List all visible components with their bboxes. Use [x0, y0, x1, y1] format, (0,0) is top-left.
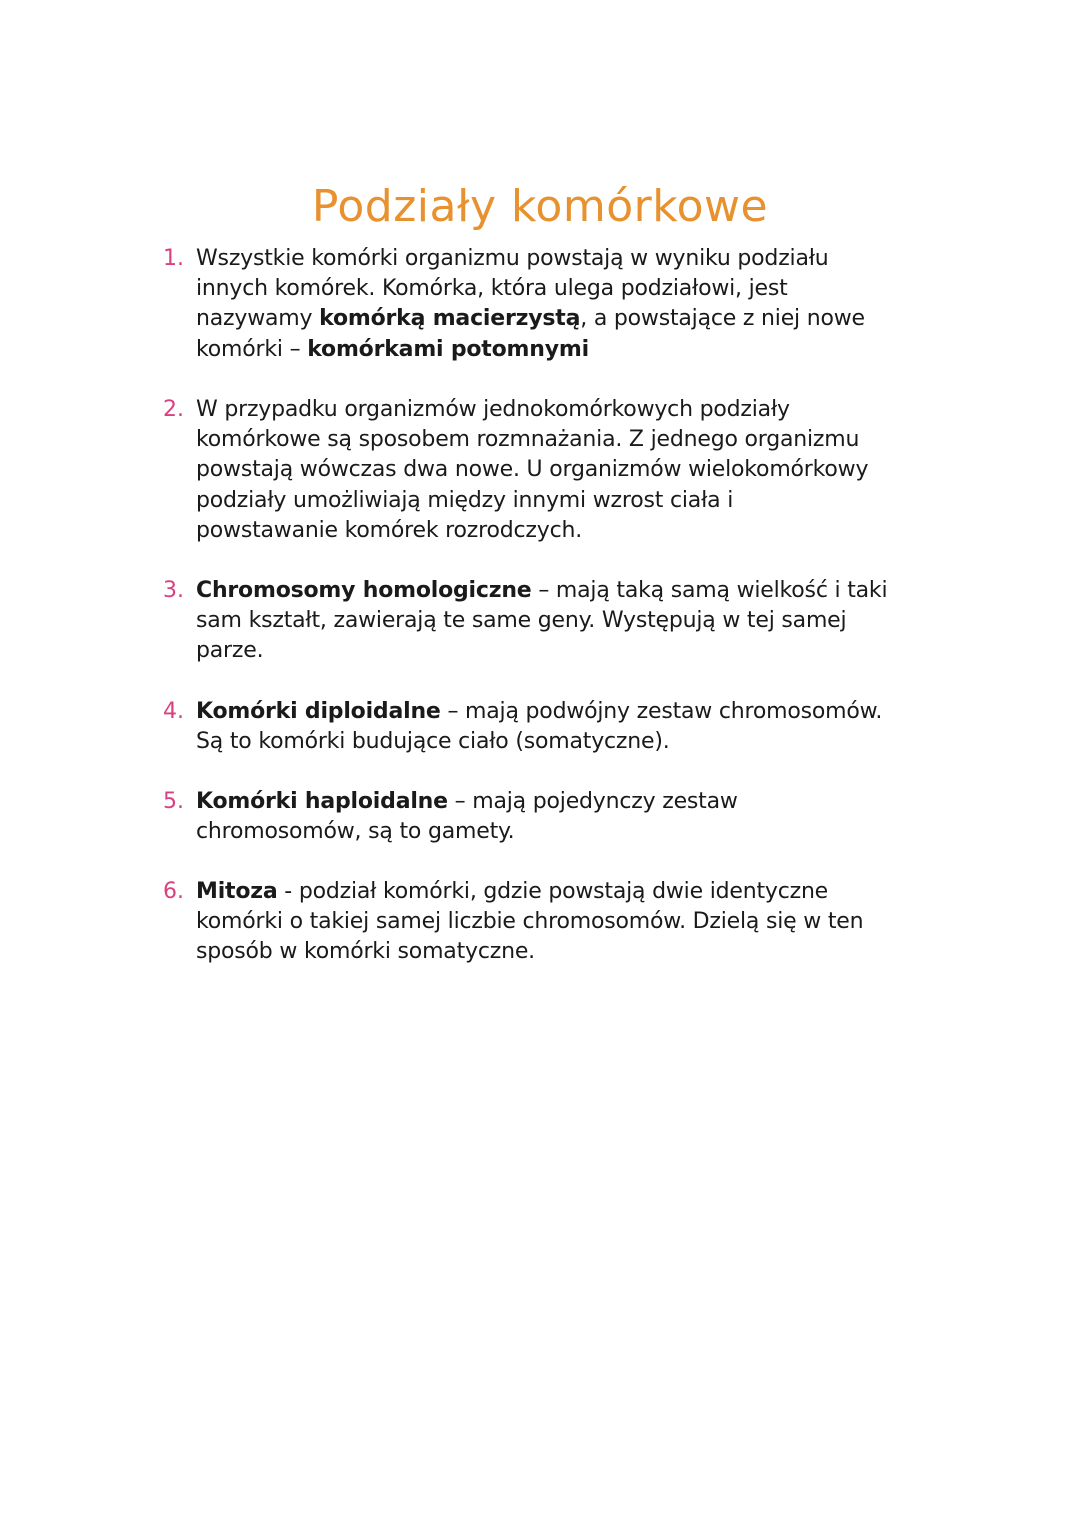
bold-term: komórkami potomnymi	[307, 336, 589, 362]
text-line	[196, 576, 887, 606]
text-line	[196, 425, 868, 455]
text-line	[196, 697, 882, 727]
text-line	[196, 877, 863, 907]
text-segment: Są to komórki budujące ciało (somatyczne).	[196, 729, 670, 755]
text-line	[196, 395, 868, 425]
bold-term: Chromosomy homologiczne	[196, 578, 532, 603]
text-segment: powstają wówczas dwa nowe. U organizmów wielokomórkowy	[196, 457, 869, 483]
text-line	[196, 606, 887, 636]
bold-term: Mitoza	[196, 879, 278, 904]
item-text	[196, 697, 882, 757]
text-segment: komórki o takiej samej liczbie chromosomów. Dzielą się w ten	[196, 909, 864, 935]
text-segment: komórki –	[196, 336, 308, 362]
text-line	[196, 787, 738, 817]
text-segment: innych komórek. Komórka, która ulega podziałowi, jest	[196, 276, 788, 302]
text-line	[196, 907, 863, 937]
text-segment: parze.	[196, 638, 264, 664]
list-number: 4.	[163, 699, 184, 724]
text-segment: komórkowe są sposobem rozmnażania. Z jednego organizmu	[196, 427, 860, 453]
list-number: 5.	[163, 789, 184, 814]
text-segment: nazywamy	[196, 306, 320, 332]
bold-term: Komórki diploidalne	[196, 699, 441, 724]
text-segment: – mają taką samą wielkość i taki	[531, 578, 888, 603]
text-segment: powstawanie komórek rozrodczych.	[196, 517, 583, 543]
list-number: 1.	[163, 246, 184, 271]
list-number: 3.	[163, 578, 184, 603]
item-text	[196, 787, 738, 847]
text-segment: sam kształt, zawierają te same geny. Występują w tej samej	[196, 608, 847, 634]
bold-term: Komórki haploidalne	[196, 789, 448, 814]
text-line	[196, 636, 887, 666]
text-line	[196, 727, 882, 757]
text-segment: , a powstające z niej nowe	[580, 306, 865, 332]
page-title: Podziały komórkowe	[311, 181, 769, 233]
text-line	[196, 335, 865, 365]
text-line	[196, 304, 865, 334]
bold-term: komórką macierzystą	[319, 306, 581, 332]
text-line	[196, 274, 865, 304]
list-number: 2.	[163, 397, 184, 422]
text-line	[196, 817, 738, 847]
text-segment: - podział komórki, gdzie powstają dwie identyczne	[277, 879, 829, 904]
text-segment: chromosomów, są to gamety.	[196, 819, 515, 845]
text-line	[196, 455, 868, 485]
item-text	[196, 244, 865, 365]
text-segment: – mają pojedynczy zestaw	[447, 789, 738, 814]
text-segment: podziały umożliwiają między innymi wzrost ciała i	[196, 487, 734, 513]
text-segment: – mają podwójny zestaw chromosomów.	[440, 699, 883, 724]
text-line	[196, 244, 865, 274]
list-number: 6.	[163, 879, 184, 904]
item-text	[196, 395, 868, 546]
text-segment: W przypadku organizmów jednokomórkowych podziały	[196, 397, 790, 422]
item-text	[196, 877, 863, 968]
text-line	[196, 486, 868, 516]
item-text	[196, 576, 887, 667]
text-segment: Wszystkie komórki organizmu powstają w wyniku podziału	[196, 246, 829, 271]
text-line	[196, 516, 868, 546]
text-segment: sposób w komórki somatyczne.	[196, 939, 535, 965]
text-line	[196, 937, 863, 967]
